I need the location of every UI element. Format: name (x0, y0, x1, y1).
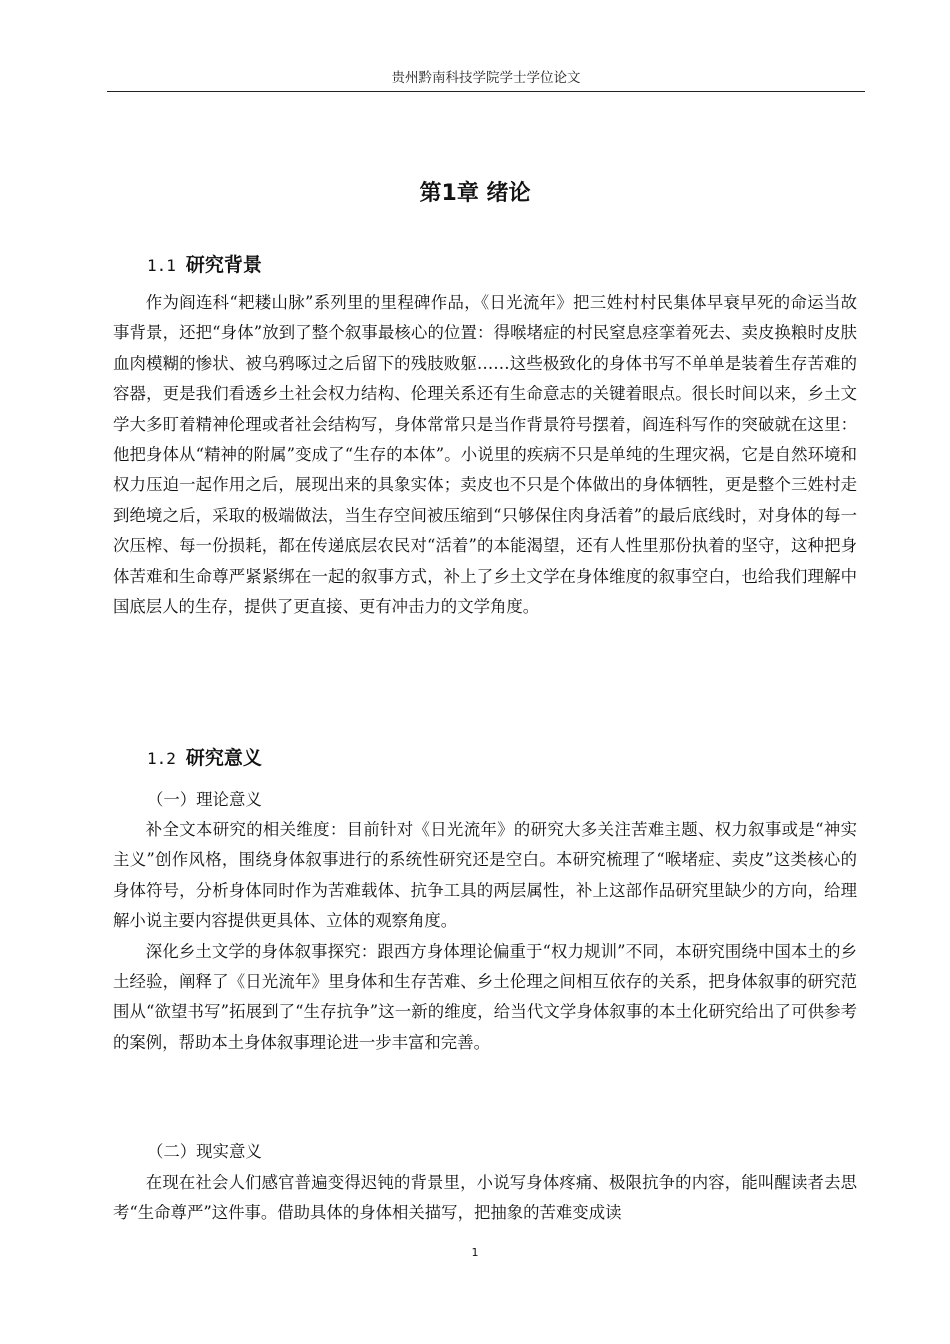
subsection-heading-practice: （二）现实意义 (147, 1142, 262, 1161)
section-number: 1.2 (147, 749, 176, 768)
section-title: 研究意义 (185, 747, 262, 769)
section-1-1-body (113, 288, 857, 622)
body-paragraph: 作为阎连科“耙耧山脉”系列里的里程碑作品，《日光流年》把三姓村村民集体早衰早死的命运当故事背景，还把“身体”放到了整个叙事最核心的位置：得喉堵症的村民窒息痉挛着死去、卖皮换粮时皮肤血肉模糊的惨状、被乌鸦啄过之后留下的残肢败躯……这些极致化的身体书写不单单是装着生存苦难的容器，更是我们看透乡土社会权力结构、伦理关系还有生命意志的关键着眼点。很长时间以来，乡土文学大多盯着精神伦理或者社会结构写，身体常常只是当作背景符号摆着，阎连科写作的突破就在这里：他把身体从“精神的附属”变成了“生存的本体”。小说里的疾病不只是单纯的生理灾祸，它是自然环境和权力压迫一起作用之后，展现出来的具象实体；卖皮也不只是个体做出的身体牺牲，更是整个三姓村走到绝境之后，采取的极端做法，当生存空间被压缩到“只够保住肉身活着”的最后底线时，对身体的每一次压榨、每一份损耗，都在传递底层农民对“活着”的本能渴望，还有人性里那份执着的坚守，这种把身体苦难和生命尊严紧紧绑在一起的叙事方式，补上了乡土文学在身体维度的叙事空白，也给我们理解中国底层人的生存，提供了更直接、更有冲击力的文学角度。 (113, 293, 857, 617)
body-paragraph: 补全文本研究的相关维度：目前针对《日光流年》的研究大多关注苦难主题、权力叙事或是“神实主义”创作风格，围绕身体叙事进行的系统性研究还是空白。本研究梳理了“喉堵症、卖皮”这类核心的身体符号，分析身体同时作为苦难载体、抗争工具的两层属性，补上这部作品研究里缺少的方向，给理解小说主要内容提供更具体、立体的观察角度。 (113, 820, 857, 931)
section-heading-1-1 (147, 251, 262, 280)
chapter-title: 第1章 绪论 (419, 181, 531, 206)
section-title: 研究背景 (185, 254, 262, 276)
subsection-practice-body (113, 1168, 857, 1229)
subsection-theory-body (113, 815, 857, 1058)
body-paragraph: 深化乡土文学的身体叙事探究：跟西方身体理论偏重于“权力规训”不同，本研究围绕中国本土的乡土经验，阐释了《日光流年》里身体和生存苦难、乡土伦理之间相互依存的关系，把身体叙事的研究范围从“欲望书写”拓展到了“生存抗争”这一新的维度，给当代文学身体叙事的本土化研究给出了可供参考的案例，帮助本土身体叙事理论进一步丰富和完善。 (113, 941, 857, 1052)
section-heading-1-2 (147, 744, 262, 773)
page-number: 1 (471, 1246, 479, 1259)
section-number: 1.1 (147, 256, 176, 275)
body-paragraph: 在现在社会人们感官普遍变得迟钝的背景里，小说写身体疼痛、极限抗争的内容，能叫醒读者去思考“生命尊严”这件事。借助具体的身体相关描写，把抽象的苦难变成读 (113, 1173, 857, 1223)
header-title: 贵州黔南科技学院学士学位论文 (391, 70, 581, 86)
subsection-heading-theory: （一）理论意义 (147, 790, 262, 809)
page-header (107, 70, 865, 92)
